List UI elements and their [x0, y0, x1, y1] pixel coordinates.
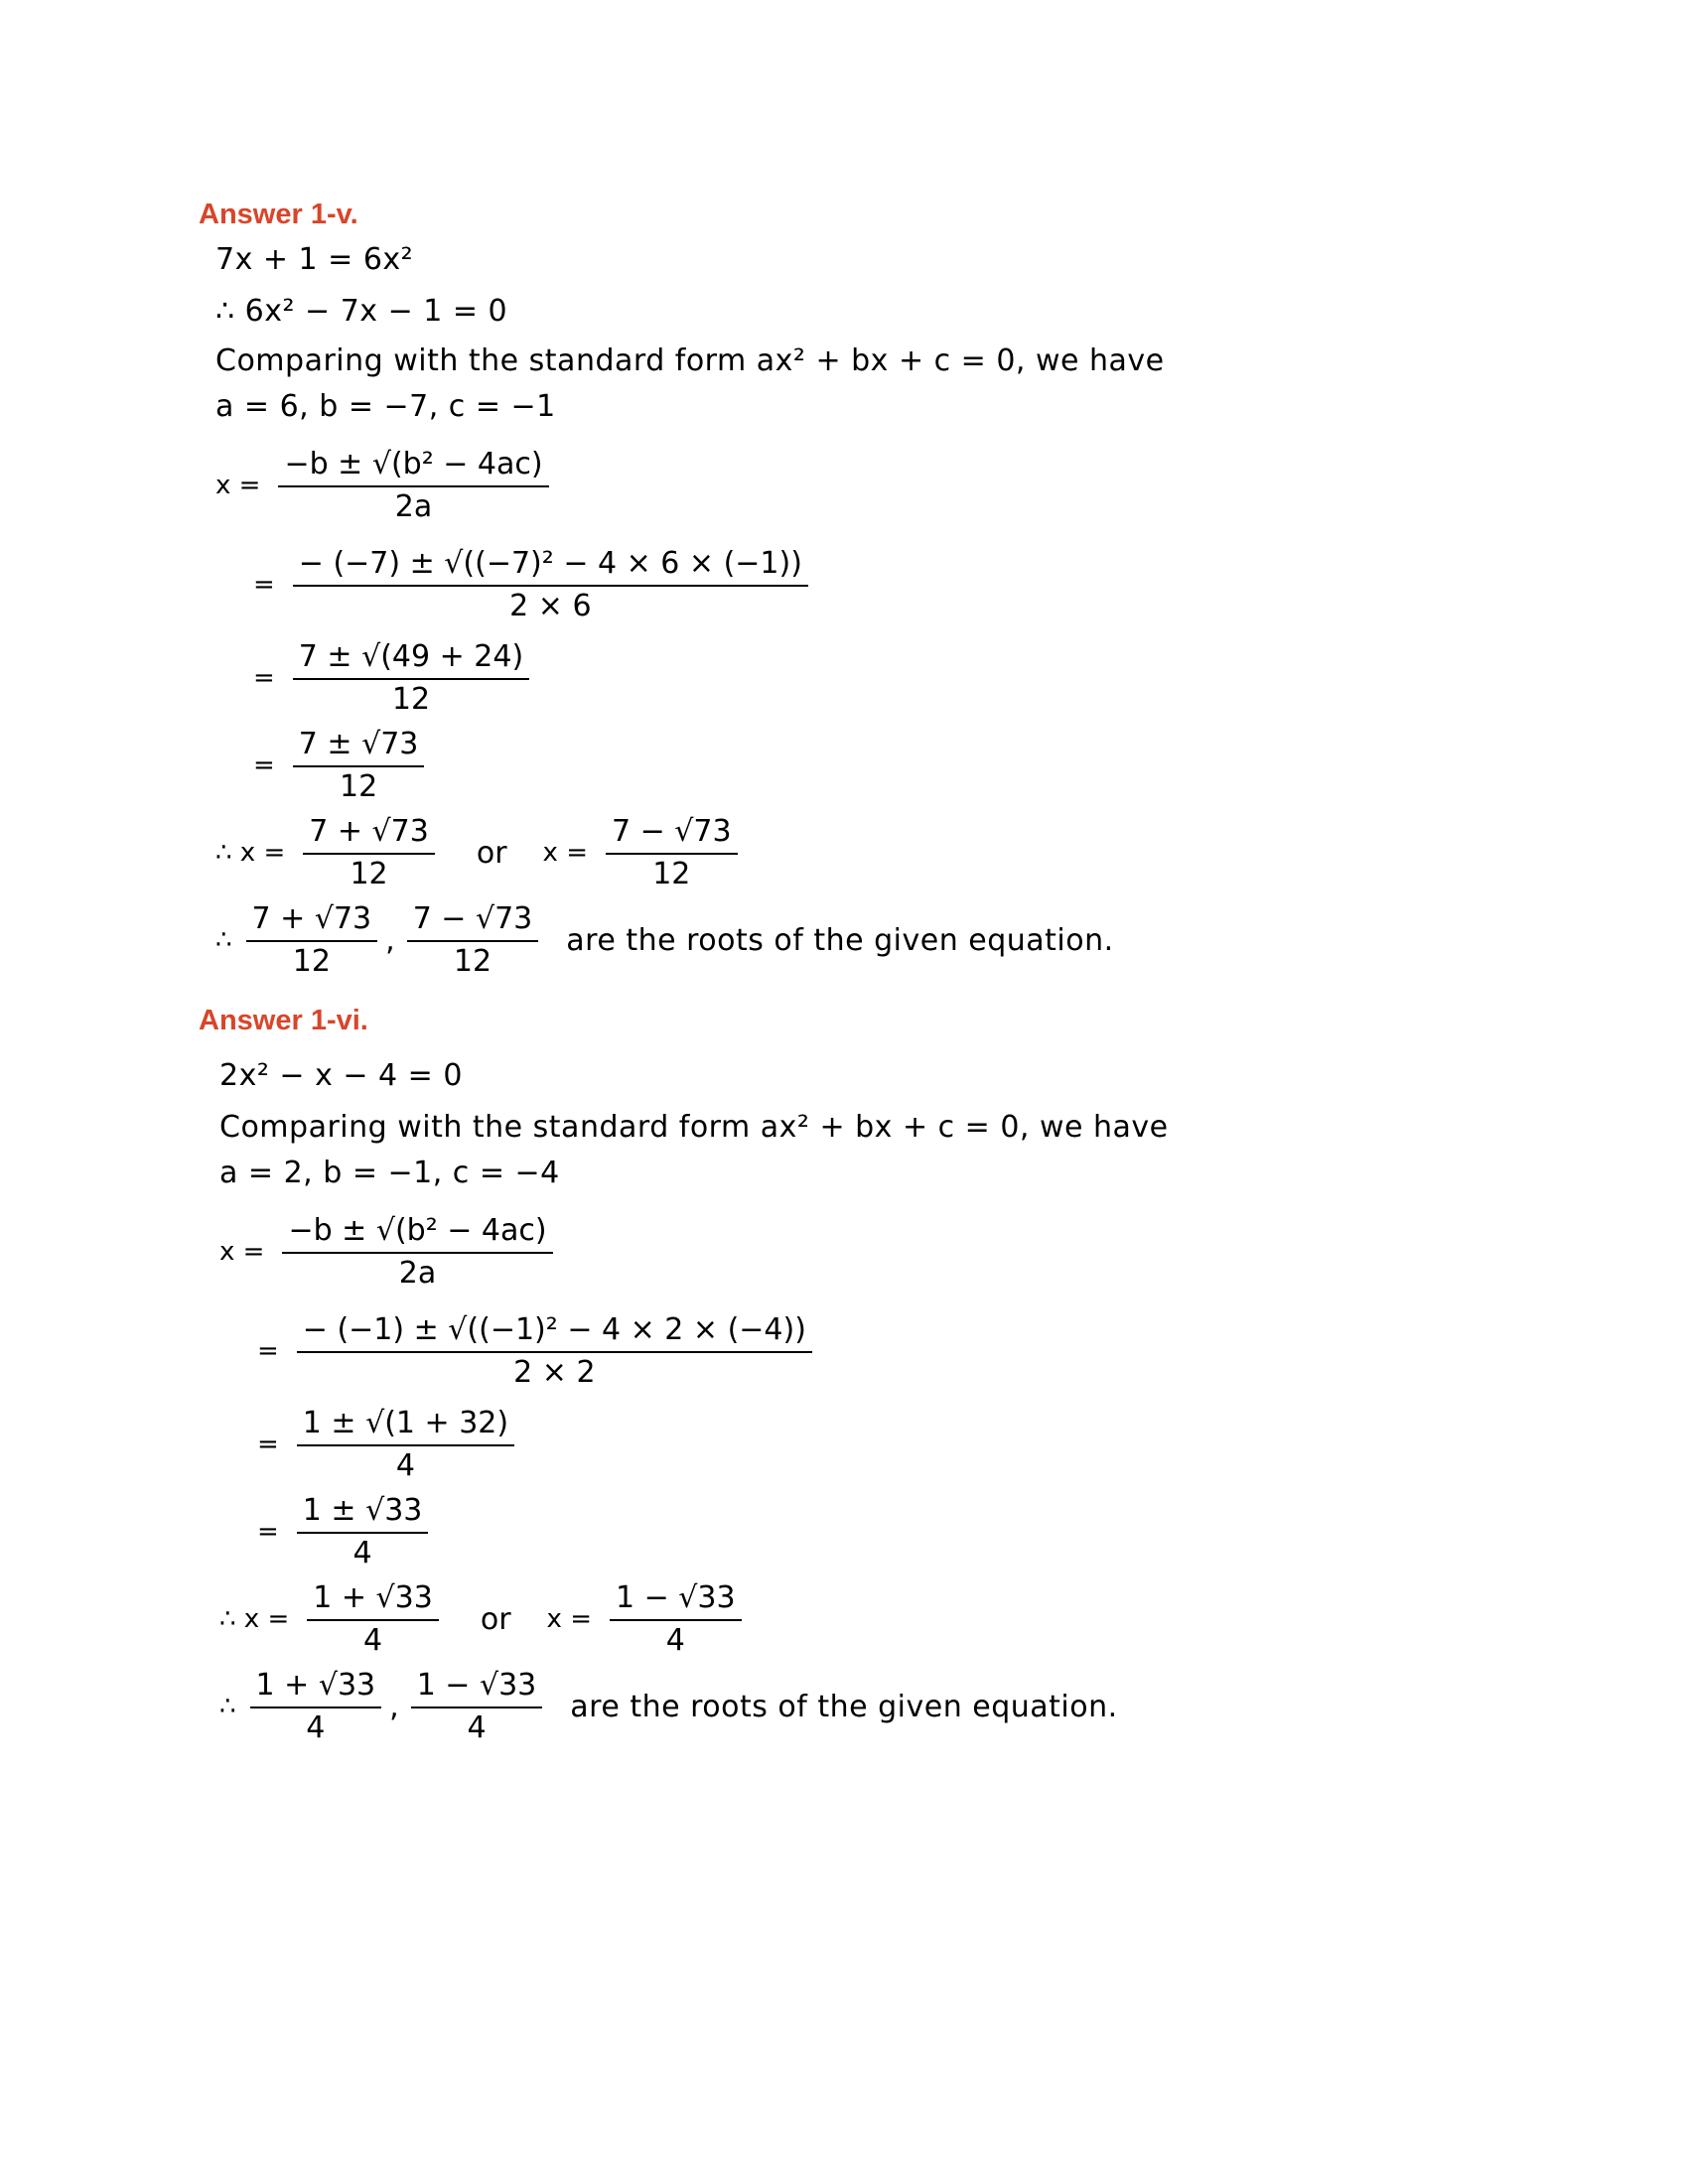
conclusion-vi	[219, 1662, 1118, 1751]
fraction-root-1	[250, 1667, 382, 1746]
x-equals: x =	[542, 838, 588, 868]
fraction-root-1	[246, 900, 378, 980]
roots-vi	[219, 1574, 748, 1664]
quadratic-formula-v	[215, 441, 555, 530]
comparison-statement-v: Comparing with the standard form ax² + bx + c = 0, we have	[215, 343, 1165, 378]
heading-answer-1-v: Answer 1-v.	[199, 199, 358, 230]
numerator: 7 + √73	[246, 900, 378, 942]
denominator: 12	[453, 944, 492, 979]
numerator: 1 − √33	[411, 1667, 543, 1708]
therefore-symbol: ∴	[219, 1692, 236, 1721]
fraction-root-2	[606, 813, 738, 892]
denominator: 2 × 2	[513, 1355, 596, 1390]
substitution-step-vi	[257, 1306, 818, 1396]
denominator: 4	[352, 1536, 372, 1570]
heading-answer-1-vi: Answer 1-vi.	[199, 1005, 368, 1036]
denominator: 2a	[398, 1256, 437, 1291]
therefore-symbol: ∴	[215, 925, 232, 955]
simplify-step-vi	[257, 1400, 520, 1489]
equals-sign: =	[253, 751, 275, 780]
reduced-step-v	[253, 721, 430, 810]
denominator: 2 × 6	[509, 589, 592, 623]
roots-v	[215, 808, 744, 897]
numerator: 7 ± √73	[293, 726, 425, 767]
substitution-step-v	[253, 540, 814, 629]
equation-rearranged-v: ∴ 6x² − 7x − 1 = 0	[215, 294, 508, 329]
comparison-statement-vi: Comparing with the standard form ax² + bx + c = 0, we have	[219, 1110, 1169, 1145]
numerator: 1 − √33	[610, 1579, 742, 1621]
fraction	[282, 1212, 552, 1292]
numerator: −b ± √(b² − 4ac)	[282, 1212, 552, 1254]
equals-sign: =	[257, 1517, 279, 1547]
numerator: 7 ± √(49 + 24)	[293, 638, 529, 680]
formula-lhs: x =	[219, 1237, 265, 1267]
fraction-root-2	[411, 1667, 543, 1746]
fraction-root-1	[303, 813, 435, 892]
denominator: 12	[652, 857, 691, 891]
formula-lhs: x =	[215, 471, 261, 500]
numerator: 1 + √33	[307, 1579, 439, 1621]
equals-sign: =	[253, 663, 275, 693]
equals-sign: =	[257, 1336, 279, 1366]
simplify-step-v	[253, 633, 535, 723]
equation-given-vi: 2x² − x − 4 = 0	[219, 1058, 463, 1093]
fraction-root-2	[407, 900, 539, 980]
denominator: 12	[350, 857, 388, 891]
or-word: or	[476, 835, 507, 871]
numerator: 1 + √33	[250, 1667, 382, 1708]
numerator: 7 − √73	[407, 900, 539, 942]
x-equals: x =	[546, 1604, 592, 1634]
numerator: − (−7) ± √((−7)² − 4 × 6 × (−1))	[293, 545, 808, 587]
numerator: 7 − √73	[606, 813, 738, 855]
coefficients-vi: a = 2, b = −1, c = −4	[219, 1156, 560, 1190]
denominator: 4	[306, 1710, 326, 1745]
fraction	[293, 726, 425, 805]
coefficients-v: a = 6, b = −7, c = −1	[215, 389, 556, 424]
equals-sign: =	[253, 570, 275, 600]
denominator: 2a	[394, 489, 433, 524]
numerator: − (−1) ± √((−1)² − 4 × 2 × (−4))	[297, 1311, 812, 1353]
fraction-root-2	[610, 1579, 742, 1659]
conclusion-text: are the roots of the given equation.	[566, 922, 1114, 958]
numerator: 1 ± √33	[297, 1492, 429, 1534]
numerator: 7 + √73	[303, 813, 435, 855]
fraction	[293, 638, 529, 718]
numerator: −b ± √(b² − 4ac)	[278, 446, 548, 487]
denominator: 4	[395, 1448, 415, 1483]
denominator: 12	[292, 944, 331, 979]
denominator: 12	[340, 769, 378, 804]
equals-sign: =	[257, 1430, 279, 1459]
fraction	[297, 1405, 514, 1484]
reduced-step-vi	[257, 1487, 434, 1576]
numerator: 1 ± √(1 + 32)	[297, 1405, 514, 1446]
conclusion-v	[215, 895, 1114, 985]
fraction	[297, 1492, 429, 1571]
denominator: 12	[391, 682, 431, 717]
denominator: 4	[467, 1710, 487, 1745]
fraction	[297, 1311, 812, 1391]
therefore-x: ∴ x =	[219, 1604, 290, 1634]
fraction	[293, 545, 808, 624]
fraction	[278, 446, 548, 525]
denominator: 4	[665, 1623, 685, 1658]
or-word: or	[480, 1601, 511, 1637]
denominator: 4	[363, 1623, 383, 1658]
fraction-root-1	[307, 1579, 439, 1659]
equation-given-v: 7x + 1 = 6x²	[215, 242, 414, 277]
therefore-x: ∴ x =	[215, 838, 286, 868]
quadratic-formula-vi	[219, 1207, 559, 1297]
comma: ,	[385, 922, 395, 958]
conclusion-text: are the roots of the given equation.	[570, 1689, 1118, 1724]
comma: ,	[389, 1689, 399, 1724]
